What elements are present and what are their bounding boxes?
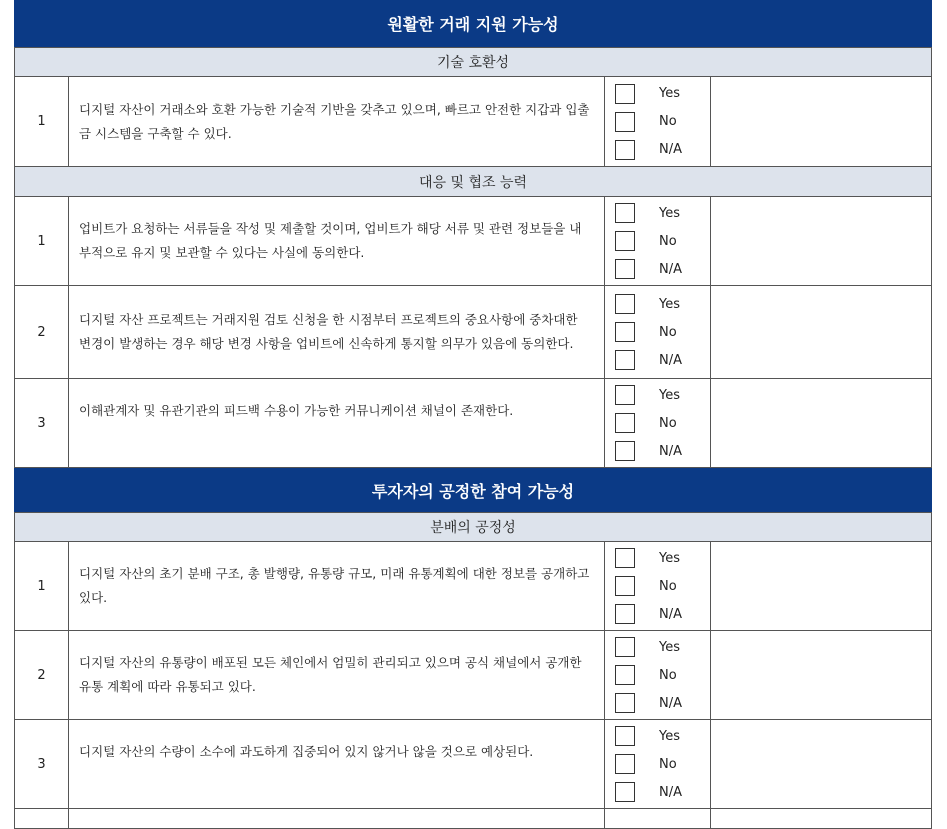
option-yes[interactable] xyxy=(615,202,710,224)
item-statement: 이해관계자 및 유관기관의 피드백 수용이 가능한 커뮤니케이션 채널이 존재한다. xyxy=(69,379,605,467)
table-row xyxy=(14,542,932,631)
checkbox[interactable] xyxy=(615,140,635,160)
option-no[interactable] xyxy=(615,412,710,434)
checkbox[interactable] xyxy=(615,693,635,713)
option-label: N/A xyxy=(659,695,682,711)
table-row xyxy=(14,631,932,720)
option-label: No xyxy=(659,324,677,340)
option-group xyxy=(605,77,711,166)
checkbox[interactable] xyxy=(615,231,635,251)
option-na[interactable] xyxy=(615,258,710,280)
subsection-title: 대응 및 협조 능력 xyxy=(418,174,528,191)
table-row xyxy=(14,77,932,167)
option-label: No xyxy=(659,578,677,594)
section-header xyxy=(14,468,932,512)
note-cell[interactable] xyxy=(711,77,931,166)
option-no[interactable] xyxy=(615,753,710,775)
option-label: No xyxy=(659,756,677,772)
option-na[interactable] xyxy=(615,349,710,371)
option-label: No xyxy=(659,667,677,683)
checkbox[interactable] xyxy=(615,350,635,370)
option-no[interactable] xyxy=(615,230,710,252)
option-no[interactable] xyxy=(615,111,710,133)
checkbox[interactable] xyxy=(615,203,635,223)
note-cell[interactable] xyxy=(711,809,931,828)
table-row xyxy=(14,720,932,809)
item-number: 1 xyxy=(15,542,69,630)
option-yes[interactable] xyxy=(615,547,710,569)
table-row xyxy=(14,809,932,829)
item-number: 3 xyxy=(15,379,69,467)
option-label: N/A xyxy=(659,606,682,622)
item-number xyxy=(15,809,69,828)
note-cell[interactable] xyxy=(711,286,931,378)
checkbox[interactable] xyxy=(615,112,635,132)
subsection-header xyxy=(14,512,932,542)
checkbox[interactable] xyxy=(615,294,635,314)
option-no[interactable] xyxy=(615,321,710,343)
section-title: 투자자의 공정한 참여 가능성 xyxy=(371,481,575,501)
option-label: Yes xyxy=(659,639,680,655)
section-header xyxy=(14,0,932,47)
checkbox[interactable] xyxy=(615,441,635,461)
note-cell[interactable] xyxy=(711,720,931,808)
checkbox[interactable] xyxy=(615,259,635,279)
option-label: N/A xyxy=(659,784,682,800)
option-group xyxy=(605,631,711,719)
option-no[interactable] xyxy=(615,664,710,686)
item-number: 1 xyxy=(15,197,69,285)
option-na[interactable] xyxy=(615,603,710,625)
option-group xyxy=(605,197,711,285)
note-cell[interactable] xyxy=(711,542,931,630)
checkbox[interactable] xyxy=(615,576,635,596)
item-number: 2 xyxy=(15,286,69,378)
option-na[interactable] xyxy=(615,781,710,803)
option-label: Yes xyxy=(659,728,680,744)
checkbox[interactable] xyxy=(615,84,635,104)
option-yes[interactable] xyxy=(615,725,710,747)
checkbox[interactable] xyxy=(615,548,635,568)
section-title: 원활한 거래 지원 가능성 xyxy=(387,15,559,34)
option-yes[interactable] xyxy=(615,83,710,105)
option-no[interactable] xyxy=(615,575,710,597)
option-group xyxy=(605,542,711,630)
subsection-header xyxy=(14,47,932,77)
subsection-header xyxy=(14,167,932,197)
checklist-table xyxy=(14,0,932,829)
checkbox[interactable] xyxy=(615,604,635,624)
note-cell[interactable] xyxy=(711,379,931,467)
option-group xyxy=(605,720,711,808)
option-yes[interactable] xyxy=(615,293,710,315)
note-cell[interactable] xyxy=(711,197,931,285)
option-label: Yes xyxy=(659,387,680,403)
option-group xyxy=(605,809,711,828)
option-label: N/A xyxy=(659,352,682,368)
option-label: No xyxy=(659,415,677,431)
subsection-title: 기술 호환성 xyxy=(436,55,510,71)
checkbox[interactable] xyxy=(615,782,635,802)
table-row xyxy=(14,286,932,379)
subsection-title: 분배의 공정성 xyxy=(430,520,516,536)
note-cell[interactable] xyxy=(711,631,931,719)
table-row xyxy=(14,197,932,286)
option-yes[interactable] xyxy=(615,384,710,406)
option-label: Yes xyxy=(659,296,680,312)
item-statement: 디지털 자산이 거래소와 호환 가능한 기술적 기반을 갖추고 있으며, 빠르고 안전한 지갑과 입출금 시스템을 구축할 수 있다. xyxy=(69,77,605,166)
checkbox[interactable] xyxy=(615,413,635,433)
option-label: N/A xyxy=(659,443,682,459)
checkbox[interactable] xyxy=(615,322,635,342)
item-statement: 디지털 자산 프로젝트는 거래지원 검토 신청을 한 시점부터 프로젝트의 중요사항에 중차대한 변경이 발생하는 경우 해당 변경 사항을 업비트에 신속하게 통지할 의무가 있음에 동의한다. xyxy=(69,286,605,378)
item-number: 2 xyxy=(15,631,69,719)
option-yes[interactable] xyxy=(615,636,710,658)
checkbox[interactable] xyxy=(615,665,635,685)
item-statement xyxy=(69,809,605,828)
item-statement: 디지털 자산의 유통량이 배포된 모든 체인에서 엄밀히 관리되고 있으며 공식 채널에서 공개한 유통 계획에 따라 유통되고 있다. xyxy=(69,631,605,719)
item-statement: 디지털 자산의 수량이 소수에 과도하게 집중되어 있지 않거나 않을 것으로 예상된다. xyxy=(69,720,605,808)
option-label: No xyxy=(659,233,677,249)
item-statement: 업비트가 요청하는 서류들을 작성 및 제출할 것이며, 업비트가 해당 서류 및 관련 정보들을 내부적으로 유지 및 보관할 수 있다는 사실에 동의한다. xyxy=(69,197,605,285)
table-row xyxy=(14,379,932,468)
item-statement: 디지털 자산의 초기 분배 구조, 총 발행량, 유통량 규모, 미래 유통계획에 대한 정보를 공개하고 있다. xyxy=(69,542,605,630)
item-number: 3 xyxy=(15,720,69,808)
option-label: Yes xyxy=(659,86,680,101)
checkbox[interactable] xyxy=(615,754,635,774)
option-label: No xyxy=(659,114,677,129)
option-label: N/A xyxy=(659,142,682,157)
checkbox[interactable] xyxy=(615,637,635,657)
option-group xyxy=(605,286,711,378)
option-group xyxy=(605,379,711,467)
option-label: N/A xyxy=(659,261,682,277)
option-label: Yes xyxy=(659,550,680,566)
option-na[interactable] xyxy=(615,440,710,462)
option-na[interactable] xyxy=(615,139,710,161)
item-number: 1 xyxy=(15,77,69,166)
checkbox[interactable] xyxy=(615,385,635,405)
option-label: Yes xyxy=(659,205,680,221)
option-na[interactable] xyxy=(615,692,710,714)
checkbox[interactable] xyxy=(615,726,635,746)
